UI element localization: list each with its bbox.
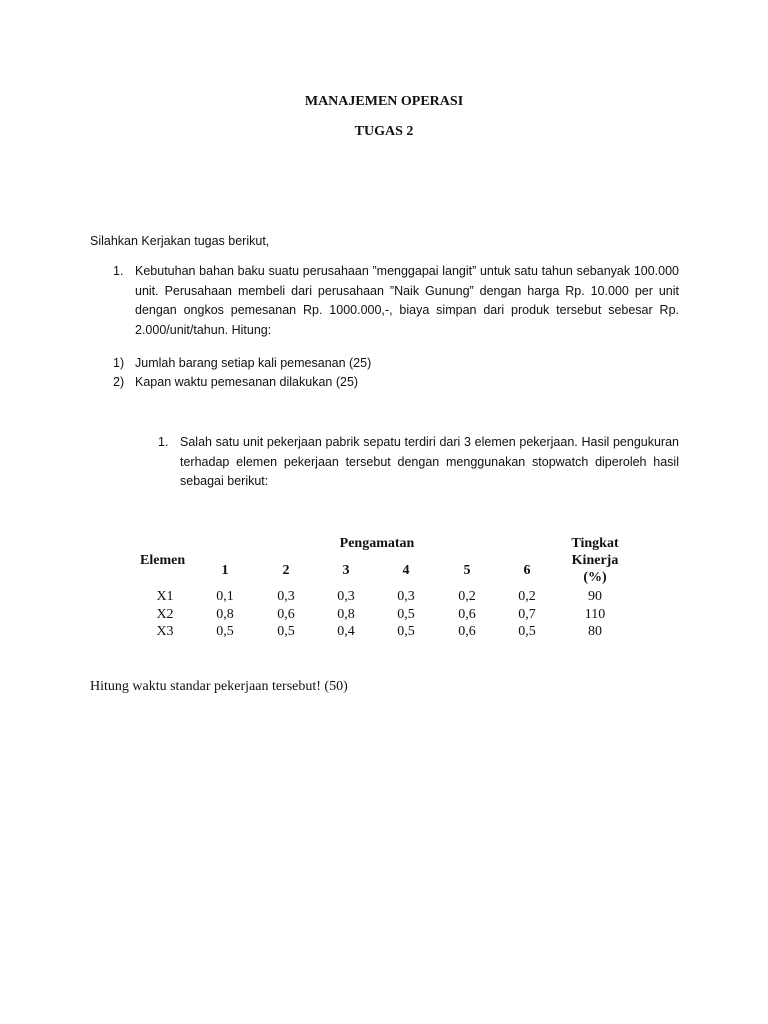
- question-2-number: 1.: [158, 435, 169, 449]
- table-header-observation-number: 5: [463, 563, 471, 578]
- table-cell-value: 0,5: [397, 607, 415, 622]
- question-2-text: Salah satu unit pekerjaan pabrik sepatu terdiri dari 3 elemen pekerjaan. Hasil pengukuran terhadap elemen pekerjaan tersebut dengan menggunakan stopwatch diperoleh hasil sebagai berikut:: [180, 435, 679, 488]
- document-title: MANAJEMEN OPERASI: [304, 94, 464, 109]
- table-header-observation-number: 6: [523, 563, 531, 578]
- table-cell-value: 0,7: [518, 607, 536, 622]
- table-header-performance-line: (%): [583, 570, 607, 585]
- table-header-observation-number: 3: [342, 563, 350, 578]
- question-1-subitem: [113, 375, 358, 389]
- table-cell-value: 0,5: [216, 624, 234, 639]
- table-header-observation: Pengamatan: [339, 536, 415, 551]
- table-cell-value: 0,2: [518, 589, 536, 604]
- table-cell-value: 0,6: [458, 607, 476, 622]
- table-cell-performance: 80: [588, 624, 602, 639]
- table-cell-value: 0,5: [277, 624, 295, 639]
- table-header-performance-line: Kinerja: [571, 553, 619, 568]
- question-1-subitem: [113, 356, 371, 370]
- table-cell-value: 0,1: [216, 589, 234, 604]
- question-2: [158, 433, 679, 492]
- subitem-text: Jumlah barang setiap kali pemesanan (25): [135, 356, 372, 370]
- table-cell-value: 0,3: [337, 589, 355, 604]
- subitem-number: 1): [113, 356, 125, 370]
- table-cell-value: 0,3: [397, 589, 415, 604]
- table-cell-performance: 110: [584, 607, 606, 622]
- table-cell-value: 0,4: [337, 624, 355, 639]
- table-cell-value: 0,3: [277, 589, 295, 604]
- table-cell-value: 0,2: [458, 589, 476, 604]
- table-cell-value: 0,6: [277, 607, 295, 622]
- table-cell-element: X3: [156, 624, 174, 639]
- closing-instruction: Hitung waktu standar pekerjaan tersebut! (50): [90, 679, 348, 694]
- table-header-observation-number: 1: [221, 563, 229, 578]
- subitem-text: Kapan waktu pemesanan dilakukan (25): [135, 375, 359, 389]
- table-header-observation-number: 2: [282, 563, 290, 578]
- document-subtitle: TUGAS 2: [354, 124, 414, 139]
- table-header-performance-line: Tingkat: [571, 536, 619, 551]
- table-cell-performance: 90: [588, 589, 602, 604]
- table-cell-value: 0,8: [216, 607, 234, 622]
- table-header-element: Elemen: [140, 553, 186, 568]
- question-1-number: 1.: [113, 264, 124, 278]
- question-1-text: Kebutuhan bahan baku suatu perusahaan ”menggapai langit” untuk satu tahun sebanyak 100.000 unit. Perusahaan membeli dari perusahaan ”Naik Gunung” dengan harga Rp. 10.000 per unit dengan ongkos pemesanan Rp. 1000.000,-, biaya simpan dari produk tersebut sebesar Rp. 2.000/unit/tahun. Hitung:: [135, 264, 679, 337]
- table-header-observation-number: 4: [402, 563, 410, 578]
- table-cell-element: X1: [156, 589, 174, 604]
- table-cell-value: 0,8: [337, 607, 355, 622]
- table-cell-element: X2: [156, 607, 174, 622]
- table-cell-value: 0,6: [458, 624, 476, 639]
- subitem-number: 2): [113, 375, 125, 389]
- intro-text: Silahkan Kerjakan tugas berikut,: [90, 234, 270, 248]
- table-cell-value: 0,5: [397, 624, 415, 639]
- question-1: [113, 262, 679, 340]
- table-cell-value: 0,5: [518, 624, 536, 639]
